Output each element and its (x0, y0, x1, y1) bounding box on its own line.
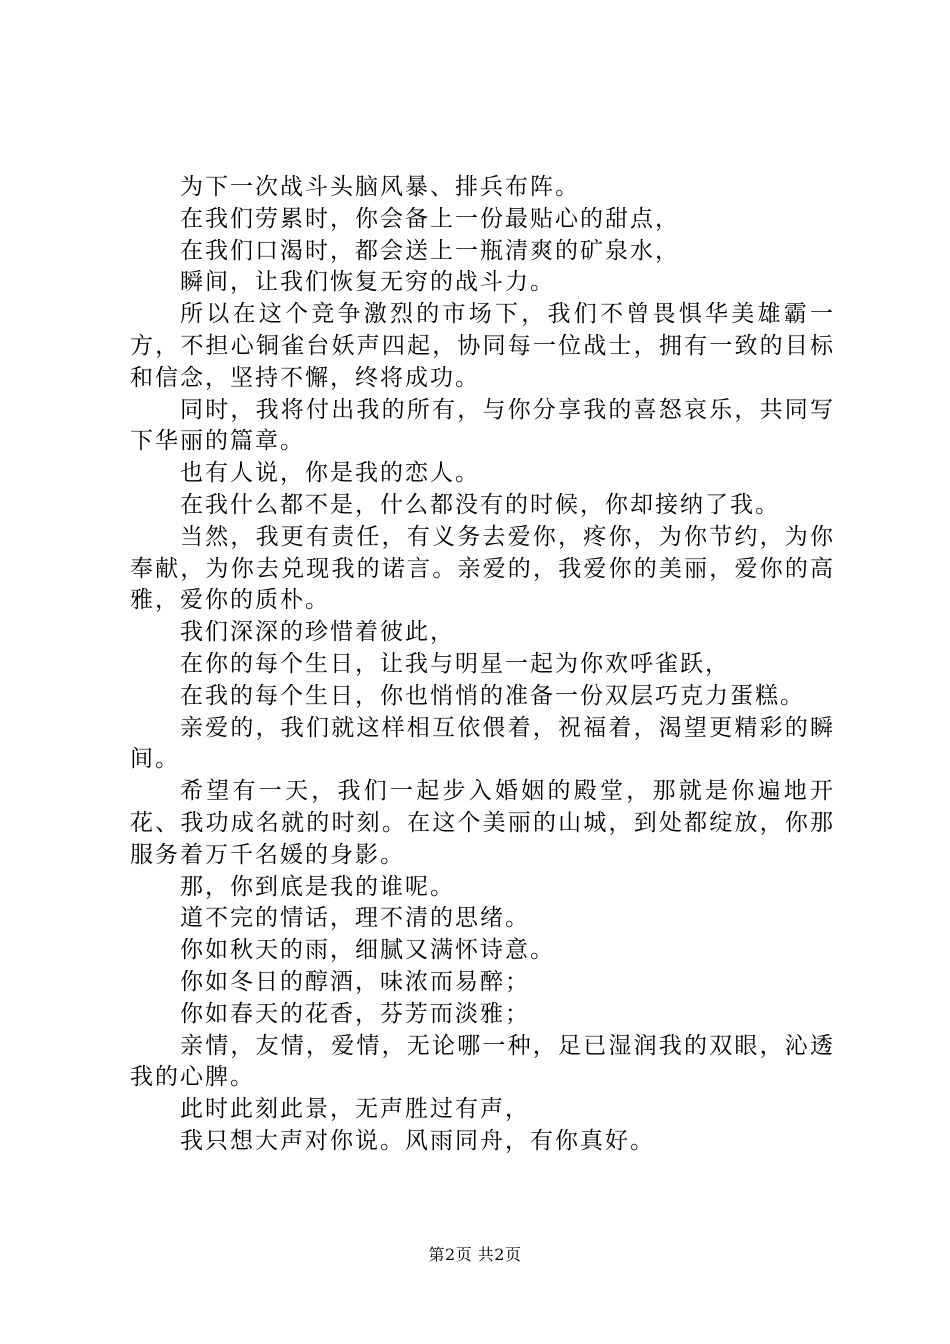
paragraph: 也有人说，你是我的恋人。 (180, 460, 480, 487)
paragraph: 你如冬日的醇酒，味浓而易醉； (180, 968, 530, 995)
paragraph: 所以在这个竞争激烈的市场下，我们不曾畏惧华美雄霸一方，不担心铜雀台妖声四起，协同每一位战士，拥有一致的目标和信念，坚持不懈，终将成功。 (130, 301, 835, 391)
paragraph: 希望有一天，我们一起步入婚姻的殿堂，那就是你遍地开花、我功成名就的时刻。在这个美丽的山城，到处都绽放，你那服务着万千名媛的身影。 (130, 778, 835, 868)
paragraph: 我们深深的珍惜着彼此， (180, 619, 455, 646)
paragraph: 你如春天的花香，芬芳而淡雅； (180, 1000, 530, 1027)
paragraph: 那，你到底是我的谁呢。 (180, 873, 455, 900)
page-number-footer: 第2页 共2页 (428, 1245, 522, 1264)
paragraph: 道不完的情话，理不清的思绪。 (180, 905, 530, 932)
paragraph: 当然，我更有责任，有义务去爱你，疼你，为你节约，为你奉献，为你去兑现我的诺言。亲爱的，我爱你的美丽，爱你的高雅，爱你的质朴。 (130, 523, 835, 614)
paragraph: 同时，我将付出我的所有，与你分享我的喜怒哀乐，共同写下华丽的篇章。 (130, 396, 835, 455)
paragraph: 瞬间，让我们恢复无穷的战斗力。 (180, 269, 555, 296)
paragraph: 在我们劳累时，你会备上一份最贴心的甜点， (180, 205, 680, 232)
paragraph: 在我的每个生日，你也悄悄的准备一份双层巧克力蛋糕。 (180, 682, 805, 709)
paragraph: 在你的每个生日，让我与明星一起为你欢呼雀跃， (180, 650, 730, 677)
paragraph: 此时此刻此景，无声胜过有声， (180, 1096, 530, 1123)
paragraph: 为下一次战斗头脑风暴、排兵布阵。 (180, 174, 580, 200)
paragraph: 亲情，友情，爱情，无论哪一种，足已湿润我的双眼，沁透我的心脾。 (130, 1032, 835, 1091)
paragraph: 我只想大声对你说。风雨同舟，有你真好。 (180, 1127, 655, 1154)
paragraph: 亲爱的，我们就这样相互依偎着，祝福着，渴望更精彩的瞬间。 (130, 714, 835, 773)
paragraph: 在我们口渴时，都会送上一瓶清爽的矿泉水， (180, 237, 680, 264)
document-body (130, 172, 835, 1158)
paragraph: 你如秋天的雨，细腻又满怀诗意。 (180, 937, 555, 964)
paragraph: 在我什么都不是，什么都没有的时候，你却接纳了我。 (180, 491, 780, 518)
